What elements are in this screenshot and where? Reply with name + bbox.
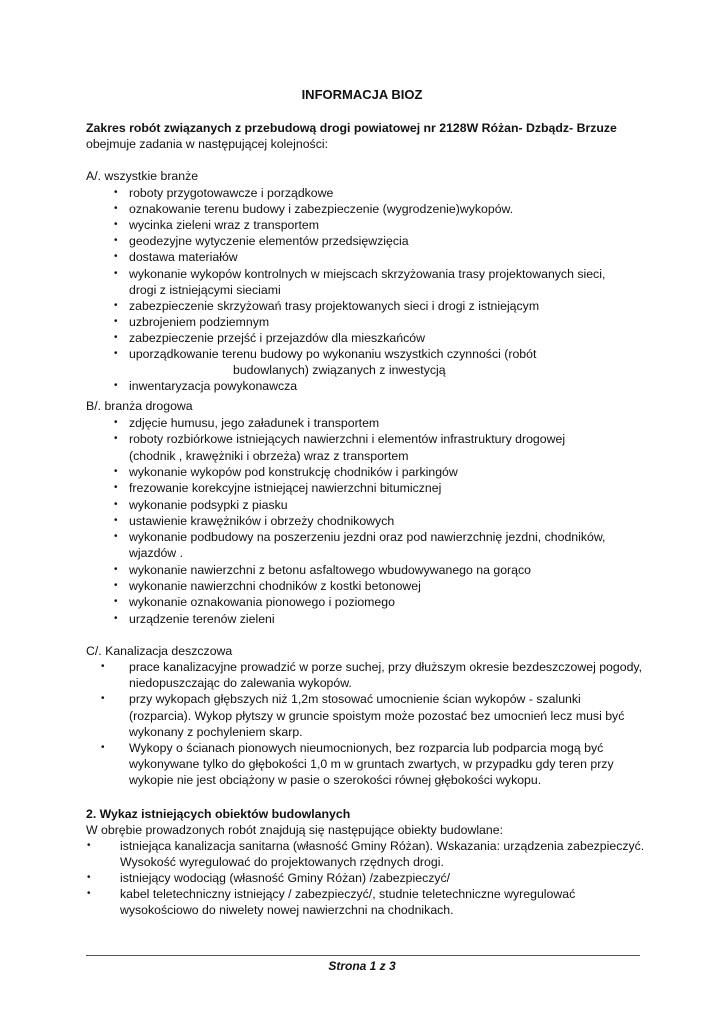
bullet-icon: • [114,299,118,311]
bullet-icon: • [114,251,118,263]
document-title: INFORMACJA BIOZ [301,87,423,102]
list-item-continuation: (rozparcia). Wykop płytszy w gruncie spoistym może pozostać bez umocnień lecz musi być [129,708,625,723]
list-item: Wykopy o ścianach pionowych nieumocnionych, bez rozparcia lub podparcia mogą być [129,741,604,755]
list-item: roboty przygotowawcze i porządkowe [129,186,334,200]
bullet-icon: • [114,219,118,231]
list-item: istniejący wodociąg (własność Gminy Różan) /zabezpieczyć/ [120,871,451,886]
bullet-icon: • [114,315,118,327]
intro-heading: Zakres robót związanych z przebudową drogi powiatowej nr 2128W Różan- Dzbądz- Brzuze [86,121,617,135]
bullet-icon: • [114,331,118,343]
bullet-icon: • [114,267,118,279]
bullet-icon: • [101,661,105,672]
section-c-heading: C/. Kanalizacja deszczowa [86,644,233,658]
list-item: przy wykopach głębszych niż 1,2m stosować umocnienie ścian wykopów - szalunki [129,692,581,707]
bullet-icon: • [114,417,118,428]
list-item: oznakowanie terenu budowy i zabezpieczenie (wygrodzenie)wykopów. [129,202,514,217]
bullet-icon: • [101,742,105,753]
list-item: uzbrojeniem podziemnym [129,314,270,329]
list-item: zdjęcie humusu, jego załadunek i transportem [129,416,380,430]
list-item-continuation: niedopuszczając do zalewania wykopów. [129,676,352,691]
bullet-icon: • [87,840,91,851]
page-number: Strona 1 z 3 [328,959,396,973]
list-item: wycinka zieleni wraz z transportem [129,218,319,233]
list-item: prace kanalizacyjne prowadzić w porze suchej, przy dłuższym okresie bezdeszczowej pogody, [129,660,643,674]
bullet-icon: • [114,187,118,198]
bullet-icon: • [87,888,91,900]
list-item: wykonanie podsypki z piasku [129,497,288,512]
list-item: geodezyjne wytyczenie elementów przedsięwzięcia [129,234,409,249]
footer-divider [86,955,640,956]
bullet-icon: • [114,465,118,477]
list-item-continuation: (chodnik , krawężniki i obrzeża) wraz z transportem [129,448,409,463]
list-item-continuation: wysokościowo do niwelety nowej nawierzchni na chodnikach. [120,903,454,918]
list-item-continuation: wjazdów . [129,546,183,561]
bullet-icon: • [114,203,118,215]
bullet-icon: • [114,531,118,543]
bullet-icon: • [114,563,118,575]
list-item: wykonanie podbudowy na poszerzeniu jezdni oraz pod nawierzchnię jezdni, chodników, [129,530,606,545]
bullet-icon: • [114,596,118,608]
list-item: wykonanie oznakowania pionowego i poziomego [129,595,395,610]
list-item: wykonanie wykopów pod konstrukcję chodników i parkingów [129,464,458,479]
list-item: zabezpieczenie przejść i przejazdów dla mieszkańców [129,330,425,345]
list-item: uporządkowanie terenu budowy po wykonaniu wszystkich czynności (robót [129,347,537,361]
list-item-continuation: budowlanych) związanych z inwestycją [233,363,446,378]
list-item: kabel teletechniczny istniejący / zabezpieczyć/, studnie teletechniczne wyregulować [120,887,576,902]
bullet-icon: • [87,872,91,884]
bullet-icon: • [114,433,118,445]
section-b-heading: B/. branża drogowa [86,399,193,413]
bullet-icon: • [114,612,118,624]
section-2-intro: W obrębie prowadzonych robót znajdują się następujące obiekty budowlane: [86,823,503,837]
list-item: ustawienie krawężników i obrzeży chodnikowych [129,513,395,528]
list-item-continuation: wykonany z pochyleniem skarp. [129,724,303,739]
list-item: zabezpieczenie skrzyżowań trasy projektowanych sieci i drogi z istniejącym [129,298,540,313]
list-item: wykonanie nawierzchni z betonu asfaltowego wbudowywanego na gorąco [129,562,531,577]
bullet-icon: • [101,693,105,705]
bullet-icon: • [114,348,118,359]
bullet-icon: • [114,580,118,591]
list-item: wykonanie wykopów kontrolnych w miejscach skrzyżowania trasy projektowanych sieci, [129,266,606,281]
list-item: dostawa materiałów [129,250,238,265]
list-item: wykonanie nawierzchni chodników z kostki betonowej [129,579,421,593]
list-item-continuation: wykonywane tylko do głębokości 1,0 m w gruntach zwartych, w przypadku gdy teren przy [129,757,614,772]
list-item: frezowanie korekcyjne istniejącej nawierzchni bitumicznej [129,481,442,496]
bullet-icon: • [114,235,118,247]
bullet-icon: • [114,514,118,526]
list-item-continuation: drogi z istniejącymi sieciami [129,282,281,297]
bullet-icon: • [114,482,118,494]
list-item: roboty rozbiórkowe istniejących nawierzchni i elementów infrastruktury drogowej [129,432,566,447]
list-item: urządzenie terenów zieleni [129,611,275,626]
list-item: inwentaryzacja powykonawcza [129,379,298,394]
bullet-icon: • [114,380,118,392]
list-item-continuation: wykopie nie jest obciążony w pasie o szerokości równej głębokości wykopu. [129,773,542,788]
section-2-heading: 2. Wykaz istniejących obiektów budowlanych [86,807,351,821]
bullet-icon: • [114,498,118,510]
section-a-heading: A/. wszystkie branże [86,169,199,183]
intro-subtext: obejmuje zadania w następującej kolejności: [86,137,328,151]
list-item: istniejąca kanalizacja sanitarna (własność Gminy Różan). Wskazania: urządzenia zabezpieczyć. [120,839,645,853]
list-item-continuation: Wysokość wyregulować do projektowanych rzędnych drogi. [120,855,444,870]
